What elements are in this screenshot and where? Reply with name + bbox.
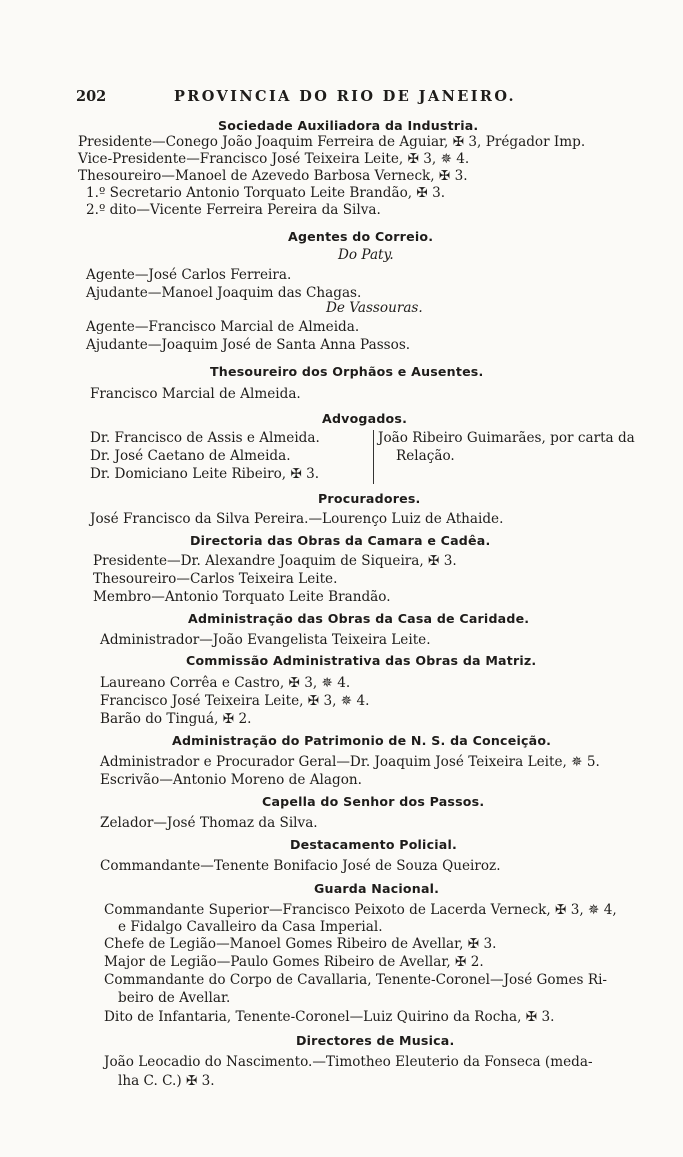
text-line: Vice-Presidente—Francisco José Teixeira Leite, ✠ 3, ✵ 4.	[78, 151, 470, 167]
text-line: 1.º Secretario Antonio Torquato Leite Brandão, ✠ 3.	[86, 185, 446, 201]
text-line: 2.º dito—Vicente Ferreira Pereira da Silva.	[86, 202, 381, 218]
text-line: Dr. Domiciano Leite Ribeiro, ✠ 3.	[90, 466, 320, 482]
text-line: e Fidalgo Cavalleiro da Casa Imperial.	[118, 919, 383, 935]
section-heading-sociedade: Sociedade Auxiliadora da Industria.	[218, 118, 479, 133]
text-line: Ajudante—Joaquim José de Santa Anna Passos.	[86, 337, 411, 353]
text-line: João Ribeiro Guimarães, por carta da	[378, 430, 635, 446]
text-line: Ajudante—Manoel Joaquim das Chagas.	[86, 285, 362, 301]
text-line: Laureano Corrêa e Castro, ✠ 3, ✵ 4.	[100, 675, 351, 691]
section-heading-guarda: Guarda Nacional.	[314, 881, 440, 896]
subheading-vassouras: De Vassouras.	[326, 300, 423, 316]
text-line: Presidente—Conego João Joaquim Ferreira de Aguiar, ✠ 3, Prégador Imp.	[78, 134, 586, 150]
text-line: José Francisco da Silva Pereira.—Lourenço Luiz de Athaide.	[90, 511, 504, 527]
subheading-paty: Do Paty.	[338, 247, 394, 263]
text-line: Major de Legião—Paulo Gomes Ribeiro de Avellar, ✠ 2.	[104, 954, 484, 970]
text-line: Zelador—José Thomaz da Silva.	[100, 815, 318, 831]
section-heading-capella: Capella do Senhor dos Passos.	[262, 794, 485, 809]
text-line: Administrador—João Evangelista Teixeira Leite.	[100, 632, 431, 648]
text-line: Francisco José Teixeira Leite, ✠ 3, ✵ 4.	[100, 693, 370, 709]
section-heading-advogados: Advogados.	[322, 411, 408, 426]
page-number: 202	[76, 88, 107, 105]
section-heading-matriz: Commissão Administrativa das Obras da Matriz.	[186, 653, 537, 668]
text-line: Agente—Francisco Marcial de Almeida.	[86, 319, 360, 335]
section-heading-caridade: Administração das Obras da Casa de Caridade.	[188, 611, 530, 626]
text-line: Thesoureiro—Manoel de Azevedo Barbosa Verneck, ✠ 3.	[78, 168, 468, 184]
text-line: Chefe de Legião—Manoel Gomes Ribeiro de Avellar, ✠ 3.	[104, 936, 497, 952]
text-line: Thesoureiro—Carlos Teixeira Leite.	[93, 571, 338, 587]
text-line: Commandante—Tenente Bonifacio José de Souza Queiroz.	[100, 858, 501, 874]
text-line: Administrador e Procurador Geral—Dr. Joaquim José Teixeira Leite, ✵ 5.	[100, 754, 600, 770]
column-divider	[373, 430, 374, 484]
text-line: Dr. Francisco de Assis e Almeida.	[90, 430, 320, 446]
text-line: Barão do Tinguá, ✠ 2.	[100, 711, 252, 727]
text-line: Membro—Antonio Torquato Leite Brandão.	[93, 589, 391, 605]
section-heading-procuradores: Procuradores.	[318, 491, 421, 506]
text-line: Escrivão—Antonio Moreno de Alagon.	[100, 772, 362, 788]
text-line: beiro de Avellar.	[118, 990, 231, 1006]
section-heading-conceicao: Administração do Patrimonio de N. S. da Conceição.	[172, 733, 552, 748]
text-line: Commandante Superior—Francisco Peixoto de Lacerda Verneck, ✠ 3, ✵ 4,	[104, 902, 617, 918]
text-line: lha C. C.) ✠ 3.	[118, 1073, 215, 1089]
text-line: Relação.	[396, 448, 455, 464]
text-line: Agente—José Carlos Ferreira.	[86, 267, 292, 283]
text-line: Commandante do Corpo de Cavallaria, Tenente-Coronel—José Gomes Ri-	[104, 972, 608, 988]
text-line: Presidente—Dr. Alexandre Joaquim de Siqueira, ✠ 3.	[93, 553, 457, 569]
text-line: Francisco Marcial de Almeida.	[90, 386, 301, 402]
section-heading-camara: Directoria das Obras da Camara e Cadêa.	[190, 533, 491, 548]
section-heading-destacamento: Destacamento Policial.	[290, 837, 457, 852]
section-heading-correio: Agentes do Correio.	[288, 229, 434, 244]
section-heading-musica: Directores de Musica.	[296, 1033, 455, 1048]
section-heading-thesoureiro: Thesoureiro dos Orphãos e Ausentes.	[210, 364, 484, 379]
page-title: PROVINCIA DO RIO DE JANEIRO.	[174, 88, 516, 105]
text-line: João Leocadio do Nascimento.—Timotheo Eleuterio da Fonseca (meda-	[104, 1054, 593, 1070]
text-line: Dito de Infantaria, Tenente-Coronel—Luiz Quirino da Rocha, ✠ 3.	[104, 1009, 555, 1025]
text-line: Dr. José Caetano de Almeida.	[90, 448, 291, 464]
